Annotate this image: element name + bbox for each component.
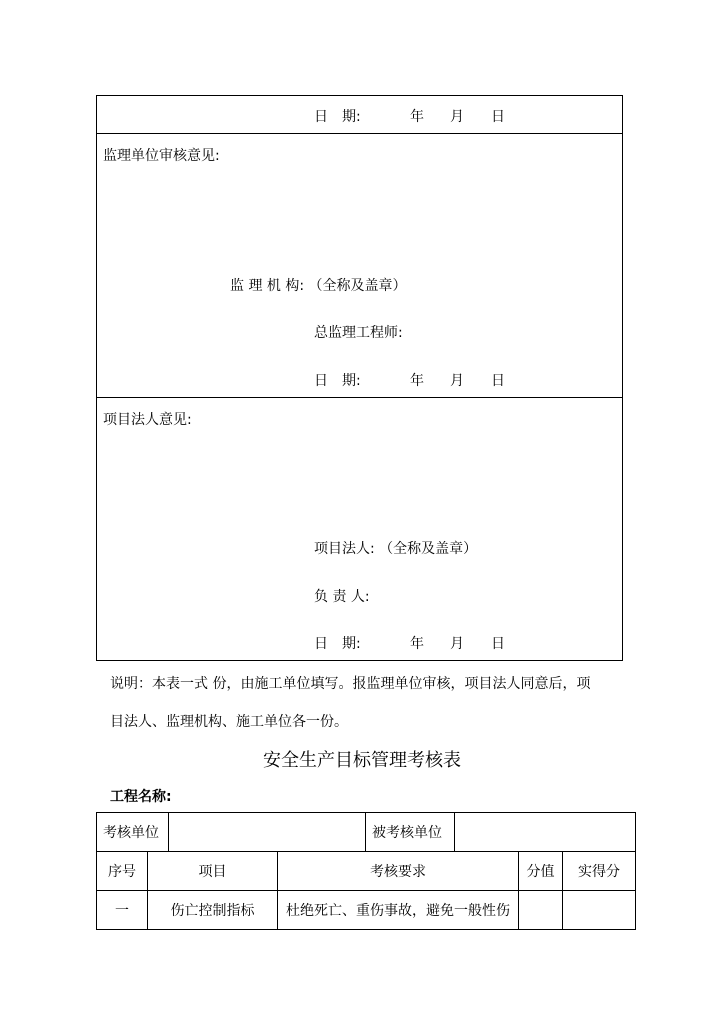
assessing-unit-value [168,812,366,852]
table-cell-item: 伤亡控制指标 [147,890,278,930]
owner-person: 负 责 人: [314,589,370,605]
date-day: 日 [491,636,505,652]
chief-engineer-label: 总监理工程师: [314,325,403,341]
document-title: 安全生产目标管理考核表 [263,750,461,771]
supervision-org: 监 理 机 构: （全称及盖章） [230,278,407,294]
table-cell-actual [562,890,636,930]
table-cell-requirement: 杜绝死亡、重伤事故，避免一般性伤 [277,890,519,930]
table-header-cell: 序号 [96,851,148,891]
form-divider [96,133,623,134]
assessed-unit-label: 被考核单位 [365,812,455,852]
table-header-cell: 分值 [518,851,563,891]
assessing-unit-label: 考核单位 [96,812,169,852]
date-year: 年 [410,636,424,652]
note-line-2: 目法人、监理机构、施工单位各一份。 [110,714,348,730]
table-header-cell: 实得分 [562,851,636,891]
supervision-heading: 监理单位审核意见: [103,148,220,164]
project-name-label: 工程名称: [110,789,172,805]
owner-entity: 项目法人: （全称及盖章） [314,541,478,557]
table-cell-score [518,890,563,930]
date-year: 年 [410,373,424,389]
date-day: 日 [491,109,505,125]
date-label: 日 期: [314,109,361,125]
table-cell-no: 一 [96,890,148,930]
table-header-cell: 项目 [147,851,278,891]
form-divider [96,397,623,398]
date-month: 月 [450,109,464,125]
date-year: 年 [410,109,424,125]
date-label: 日 期: [314,373,361,389]
assessed-unit-value [454,812,636,852]
date-month: 月 [450,373,464,389]
date-label: 日 期: [314,636,361,652]
date-day: 日 [491,373,505,389]
table-header-cell: 考核要求 [277,851,519,891]
date-month: 月 [450,636,464,652]
owner-heading: 项目法人意见: [103,412,192,428]
note-line-1: 说明：本表一式 份，由施工单位填写。报监理单位审核，项目法人同意后，项 [110,676,591,692]
